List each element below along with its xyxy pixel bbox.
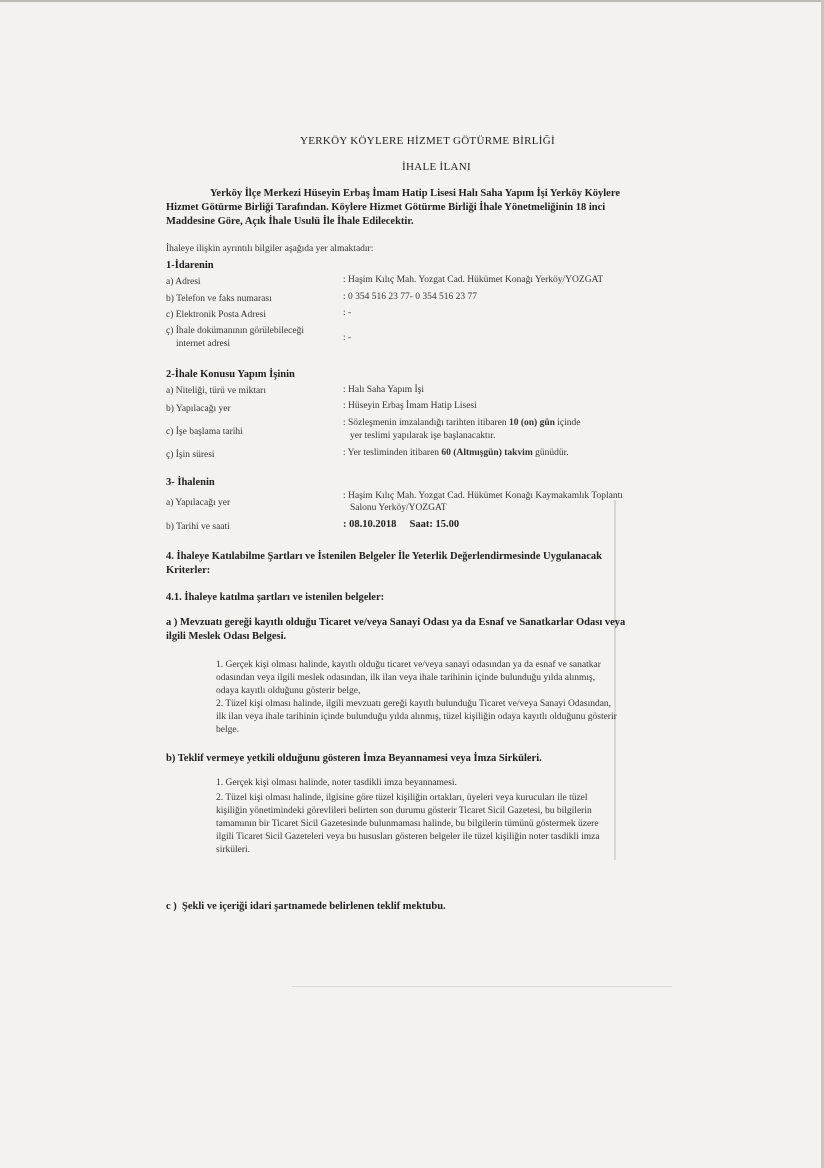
paragraph-line: tamamının bir Ticaret Sicil Gazetesinde bulunmaması halinde, bu bilgilerin tümünü göstermek üzere bbox=[216, 819, 599, 829]
row-label: ç) İşin süresi bbox=[166, 450, 215, 460]
row-label-cont: internet adresi bbox=[176, 339, 231, 349]
value-text: : Yer tesliminden itibaren bbox=[343, 448, 442, 458]
row-label: a) Niteliği, türü ve miktarı bbox=[166, 386, 266, 396]
paragraph-line: odaya kayıtlı olduğunu gösterir belge, bbox=[216, 686, 361, 696]
row-label: b) Tarihi ve saati bbox=[166, 522, 230, 532]
row-value: : - bbox=[343, 333, 352, 343]
paragraph-line: 2. Tüzel kişi olması halinde, ilgisine göre tüzel kişiliğin ortakları, üyeleri veya kurucuları ile tüzel bbox=[216, 793, 588, 803]
row-value bbox=[343, 448, 569, 458]
intro-line-2: Hizmet Götürme Birliği Tarafından. Köylere Hizmet Götürme Birliği İhale Yönetmeliğinin 18 inci bbox=[166, 202, 606, 213]
section-3-heading: 3- İhalenin bbox=[166, 477, 215, 488]
paragraph-line: belge. bbox=[216, 725, 239, 735]
intro-line-3: Maddesine Göre, Açık İhale Usulü İle İhale Edilecektir. bbox=[166, 216, 414, 227]
scan-edge-top bbox=[0, 0, 824, 2]
row-value-cont: yer teslimi yapılarak işe başlanacaktır. bbox=[350, 431, 496, 441]
row-label: a) Adresi bbox=[166, 277, 201, 287]
item-b-2 bbox=[216, 792, 704, 857]
row-label: a) Yapılacağı yer bbox=[166, 498, 231, 508]
row-value: : Haşim Kılıç Mah. Yozgat Cad. Hükümet Konağı Yerköy/YOZGAT bbox=[343, 275, 604, 285]
paragraph-line: ilgili Ticaret Sicil Gazeteleri veya bu hususları gösteren belgeler ile tüzel kişiliğin noter tasdikli imza bbox=[216, 832, 600, 842]
paragraph-line: ilk ilan veya ihale tarihinin içinde bulunduğu yılda alınmış, tüzel kişiliğin odaya kayıtlı olduğunu gösterir bbox=[216, 712, 617, 722]
value-text: günüdür. bbox=[532, 448, 569, 458]
item-c-heading: c ) Şekli ve içeriği idari şartnamede belirlenen teklif mektubu. bbox=[166, 901, 446, 912]
details-note: İhaleye ilişkin ayrıntılı bilgiler aşağıda yer almaktadır: bbox=[166, 244, 374, 254]
paragraph-line: sirküleri. bbox=[216, 845, 251, 855]
notice-title: İHALE İLANI bbox=[402, 161, 471, 173]
section-2-heading: 2-İhale Konusu Yapım İşinin bbox=[166, 369, 295, 380]
section-1-heading: 1-İdarenin bbox=[166, 260, 214, 271]
section-4-heading: 4. İhaleye Katılabilme Şartları ve İstenilen Belgeler İle Yeterlik Değerlendirmesinde Uygulanacak bbox=[166, 551, 602, 562]
value-bold: 60 (Altmışgün) takvim bbox=[441, 448, 533, 458]
item-b-heading: b) Teklif vermeye yetkili olduğunu gösteren İmza Beyannamesi veya İmza Sirküleri. bbox=[166, 753, 542, 764]
page-bottom-rule bbox=[292, 986, 672, 987]
row-value bbox=[343, 418, 580, 428]
value-bold: 10 (on) gün bbox=[508, 418, 555, 428]
row-label: c) Elektronik Posta Adresi bbox=[166, 310, 266, 320]
row-value: : Halı Saha Yapım İşi bbox=[343, 385, 425, 395]
row-value: : - bbox=[343, 308, 352, 318]
row-value: : 0 354 516 23 77- 0 354 516 23 77 bbox=[343, 292, 478, 302]
section-4-heading-cont: Kriterler: bbox=[166, 565, 211, 576]
intro-line-1: Yerköy İlçe Merkezi Hüseyin Erbaş İmam Hatip Lisesi Halı Saha Yapım İşi Yerköy Köylere bbox=[210, 188, 620, 199]
paragraph-line: kişiliğin yönetimindeki görevlileri belirten son durumu gösterir Ticaret Sicil Gazetesi, bu bilgilerin bbox=[216, 806, 592, 816]
row-label: c) İşe başlama tarihi bbox=[166, 427, 243, 437]
item-a-2 bbox=[216, 698, 696, 737]
org-title: YERKÖY KÖYLERE HİZMET GÖTÜRME BİRLİĞİ bbox=[300, 135, 555, 147]
paragraph-line: odasından veya ilgili meslek odasından, ilk ilan veya ihale tarihinin içinde bulunduğu yılda alınmış, bbox=[216, 673, 596, 683]
row-value-cont: Salonu Yerköy/YOZGAT bbox=[350, 503, 447, 513]
subsection-4-1-heading: 4.1. İhaleye katılma şartları ve istenilen belgeler: bbox=[166, 592, 385, 603]
row-label: b) Yapılacağı yer bbox=[166, 404, 231, 414]
item-a-1 bbox=[216, 659, 696, 698]
row-value: : Hüseyin Erbaş İmam Hatip Lisesi bbox=[343, 401, 477, 411]
paragraph-line: 1. Gerçek kişi olması halinde, kayıtlı olduğu ticaret ve/veya sanayi odasından ya da esnaf ve sanatkar bbox=[216, 660, 601, 670]
item-a-heading: a ) Mevzuatı gereği kayıtlı olduğu Ticaret ve/veya Sanayi Odası ya da Esnaf ve Sanatkarlar Odası veya bbox=[166, 617, 626, 628]
row-value: : 08.10.2018 Saat: 15.00 bbox=[343, 519, 460, 530]
paragraph-line: 2. Tüzel kişi olması halinde, ilgili mevzuatı gereği kayıtlı bulunduğu Ticaret ve/veya Sanayi Odasından, bbox=[216, 699, 612, 709]
value-text: : Sözleşmenin imzalandığı tarihten itibaren bbox=[343, 418, 509, 428]
item-b-1: 1. Gerçek kişi olması halinde, noter tasdikli imza beyannamesi. bbox=[216, 778, 457, 788]
item-a-heading-cont: ilgili Meslek Odası Belgesi. bbox=[166, 631, 287, 642]
row-value: : Haşim Kılıç Mah. Yozgat Cad. Hükümet Konağı Kaymakamlık Toplantı bbox=[343, 491, 623, 501]
row-label: ç) İhale dokümanının görülebileceği bbox=[166, 326, 304, 336]
row-label: b) Telefon ve faks numarası bbox=[166, 294, 272, 304]
value-text: içinde bbox=[554, 418, 581, 428]
